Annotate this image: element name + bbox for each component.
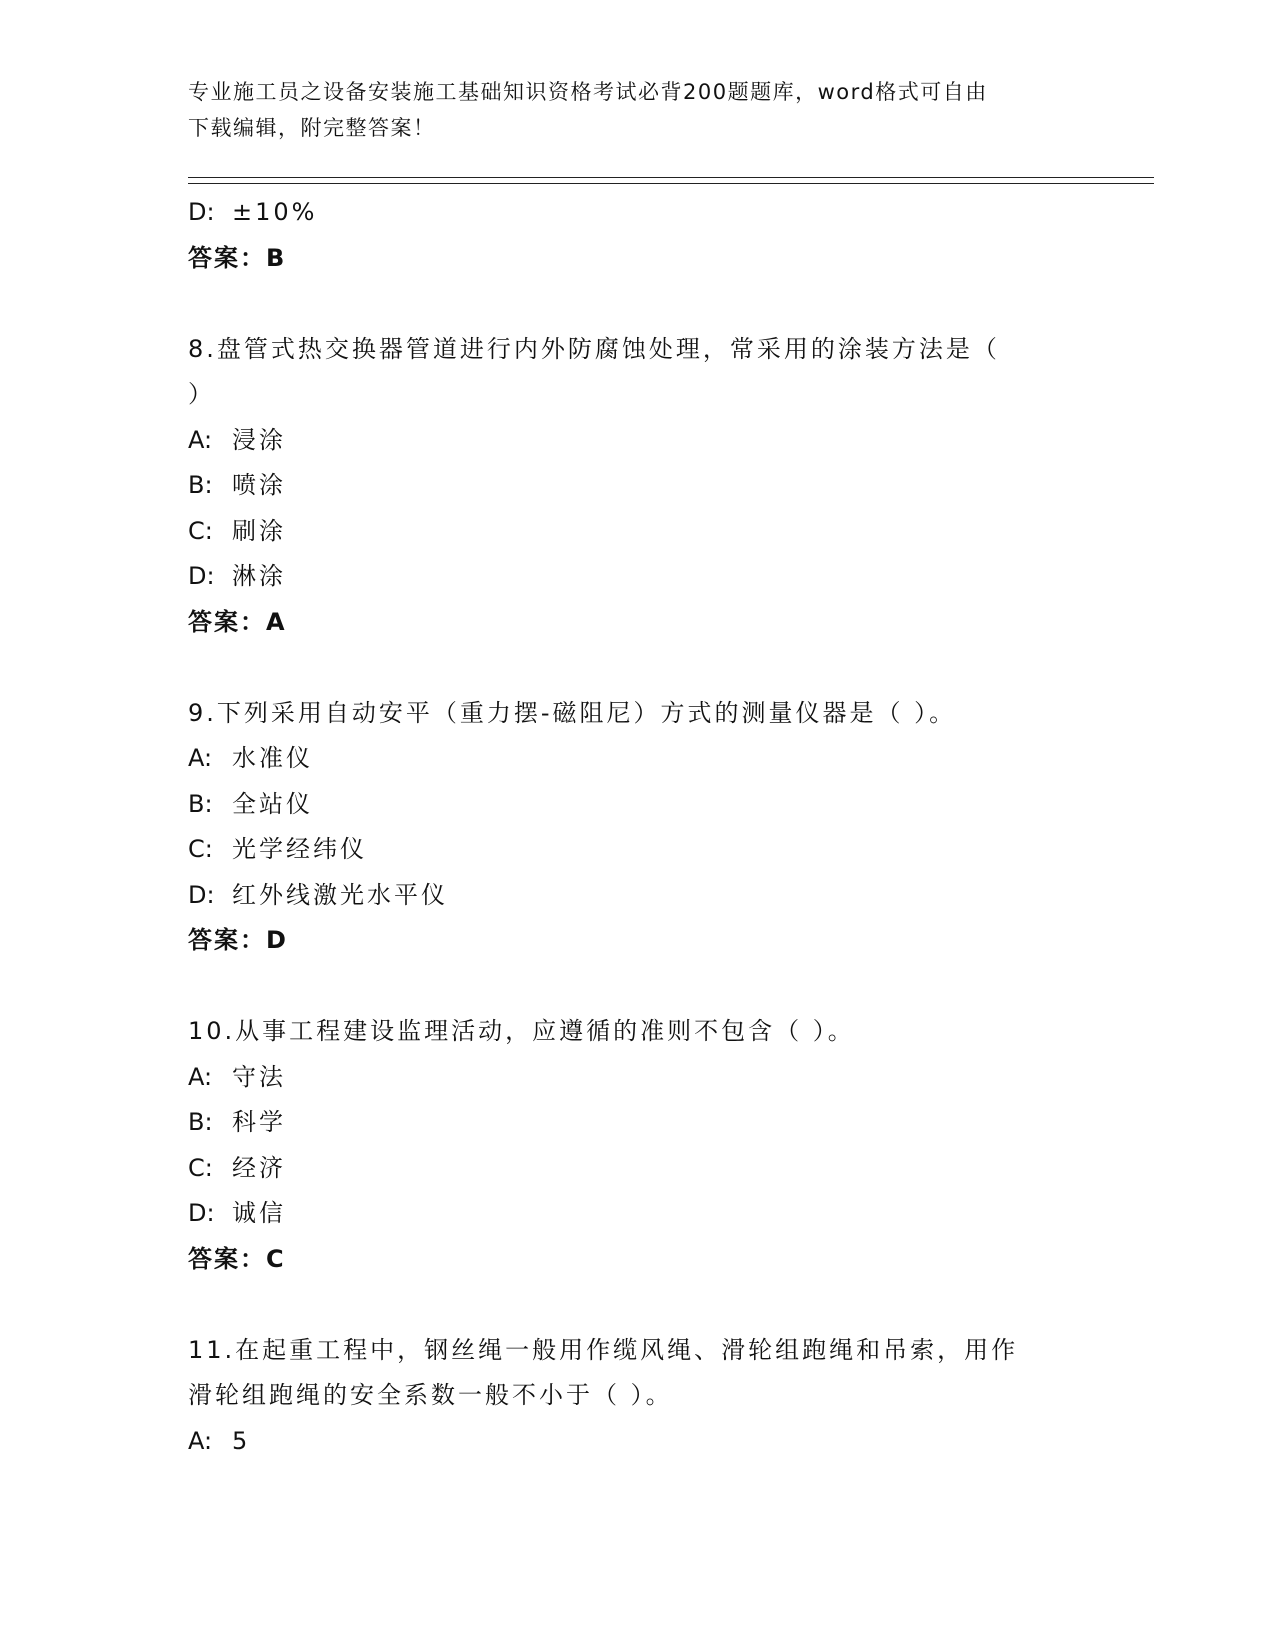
option-b bbox=[188, 1100, 1088, 1146]
question-stem: 9.下列采用自动安平（重力摆-磁阻尼）方式的测量仪器是（ ）。 bbox=[188, 698, 957, 727]
option-a bbox=[188, 1419, 1088, 1465]
option-c bbox=[188, 1146, 1088, 1192]
option-text: 守法 bbox=[232, 1062, 286, 1091]
spacer bbox=[188, 281, 1088, 327]
option-label: D: bbox=[188, 562, 215, 590]
option-b bbox=[188, 463, 1088, 509]
option-text: 刷涂 bbox=[232, 516, 286, 545]
option-a bbox=[188, 418, 1088, 464]
question-list bbox=[188, 190, 1088, 1464]
option-text: 浸涂 bbox=[232, 425, 286, 454]
option-label: B: bbox=[188, 1108, 213, 1136]
option-a bbox=[188, 736, 1088, 782]
option-label: C: bbox=[188, 1153, 213, 1182]
option-label: B: bbox=[188, 471, 213, 499]
option-text: 水准仪 bbox=[232, 744, 313, 772]
option-text: 淋涂 bbox=[232, 562, 286, 590]
option-a bbox=[188, 1055, 1088, 1101]
option-label: A: bbox=[188, 425, 213, 454]
question-stem: 10.从事工程建设监理活动，应遵循的准则不包含（ ）。 bbox=[188, 1017, 855, 1045]
header-divider-bottom bbox=[188, 183, 1154, 184]
answer-line: 答案：A bbox=[188, 607, 287, 636]
question-stem: 11.在起重工程中，钢丝绳一般用作缆风绳、滑轮组跑绳和吊索，用作 bbox=[188, 1335, 1019, 1364]
header-line-2: 下载编辑，附完整答案！ bbox=[188, 116, 436, 140]
question-9 bbox=[188, 691, 1088, 964]
option-label: C: bbox=[188, 516, 213, 545]
option-label: A: bbox=[188, 1426, 213, 1455]
option-d bbox=[188, 873, 1088, 919]
question-11 bbox=[188, 1328, 1088, 1465]
option-d bbox=[188, 554, 1088, 600]
option-text: 5 bbox=[232, 1426, 251, 1455]
answer-line: 答案：B bbox=[188, 243, 287, 272]
option-text: 红外线激光水平仪 bbox=[232, 880, 448, 909]
option-text: ±10% bbox=[232, 198, 318, 226]
header-divider-top bbox=[188, 177, 1154, 178]
spacer bbox=[188, 964, 1088, 1010]
option-text: 科学 bbox=[232, 1108, 286, 1136]
option-text: 诚信 bbox=[232, 1199, 286, 1227]
option-label: D: bbox=[188, 1199, 215, 1227]
option-text: 喷涂 bbox=[232, 471, 286, 499]
option-c bbox=[188, 509, 1088, 555]
answer-line: 答案：D bbox=[188, 926, 288, 954]
question-stem-continued: ） bbox=[188, 380, 215, 408]
option-text: 全站仪 bbox=[232, 789, 313, 818]
spacer bbox=[188, 645, 1088, 691]
option-label: A: bbox=[188, 744, 213, 772]
document-header bbox=[188, 74, 1068, 146]
option-c bbox=[188, 827, 1088, 873]
question-8 bbox=[188, 327, 1088, 646]
option-text: 经济 bbox=[232, 1153, 286, 1182]
question-stem-continued: 滑轮组跑绳的安全系数一般不小于（ ）。 bbox=[188, 1381, 673, 1409]
option-b bbox=[188, 782, 1088, 828]
option-label: C: bbox=[188, 835, 213, 863]
option-label: D: bbox=[188, 198, 215, 226]
question-stem: 8.盘管式热交换器管道进行内外防腐蚀处理，常采用的涂装方法是（ bbox=[188, 334, 1000, 363]
answer-line: 答案：C bbox=[188, 1244, 286, 1273]
option-text: 光学经纬仪 bbox=[232, 835, 367, 863]
option-d bbox=[188, 190, 1088, 236]
spacer bbox=[188, 1282, 1088, 1328]
option-label: D: bbox=[188, 880, 215, 909]
header-line-1: 专业施工员之设备安装施工基础知识资格考试必背200题题库，word格式可自由 bbox=[188, 80, 988, 104]
option-label: B: bbox=[188, 789, 213, 818]
option-label: A: bbox=[188, 1062, 213, 1091]
question-10 bbox=[188, 1009, 1088, 1282]
option-d bbox=[188, 1191, 1088, 1237]
